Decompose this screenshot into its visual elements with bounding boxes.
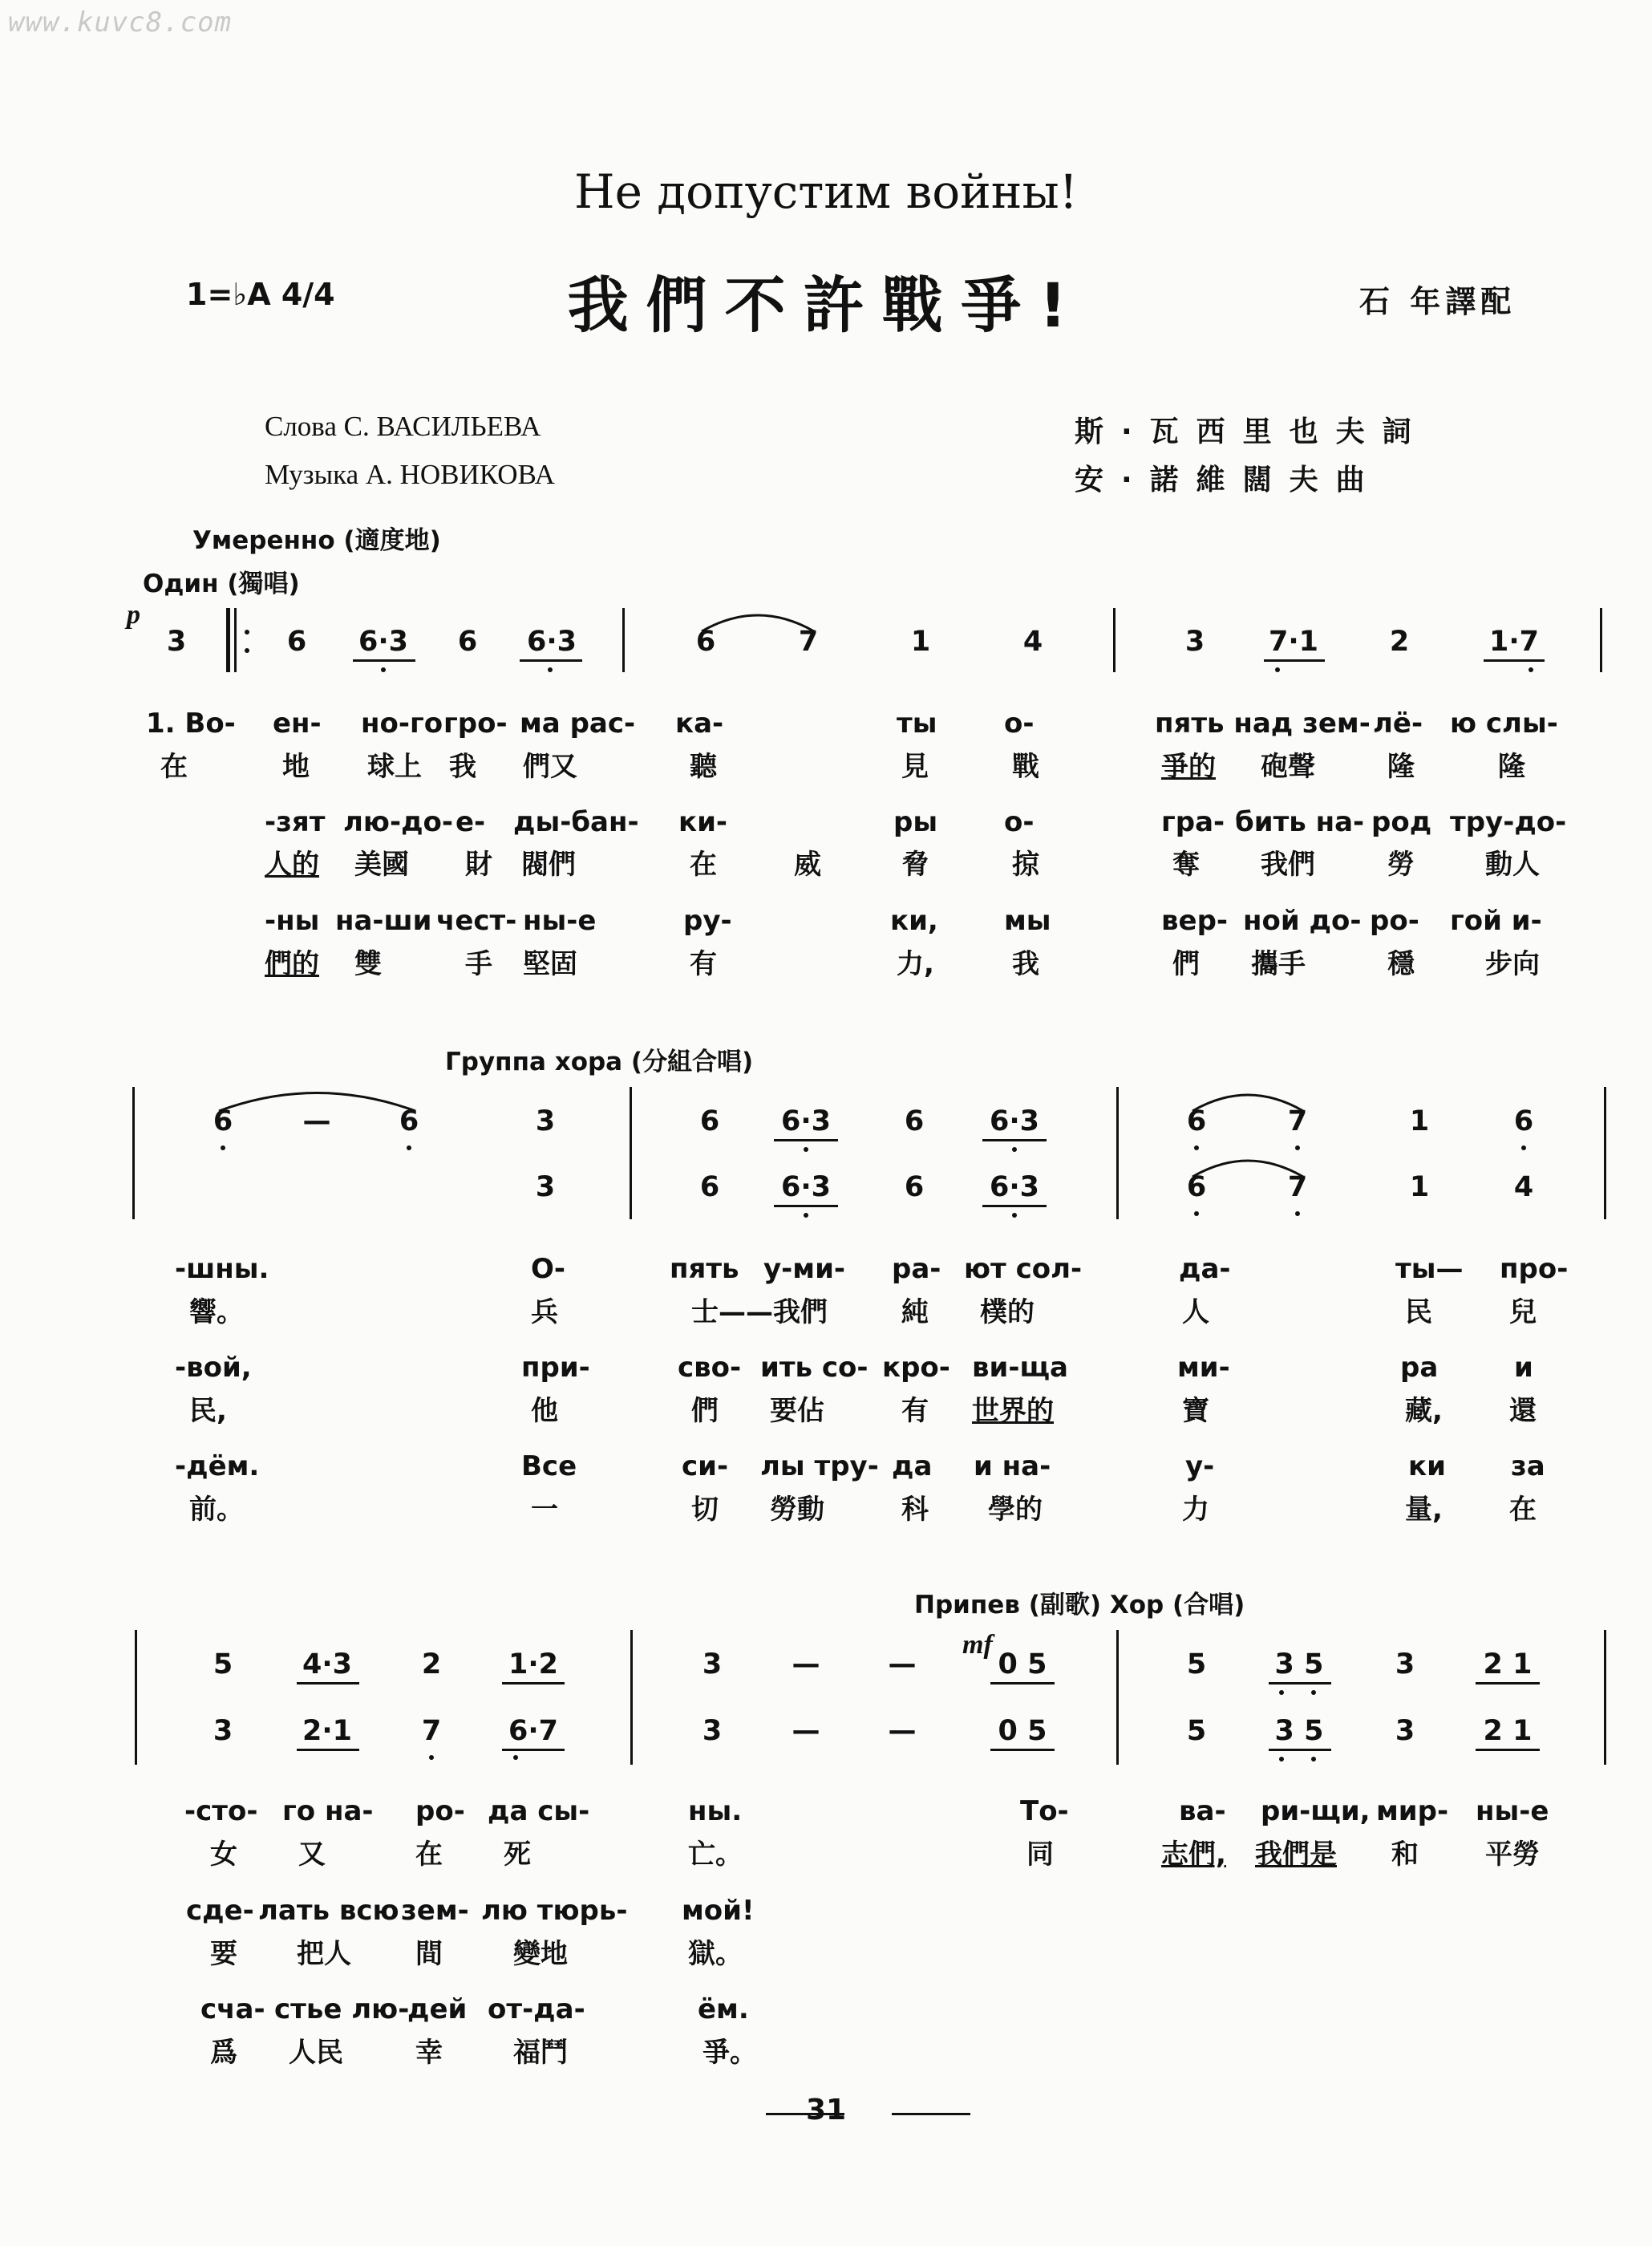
note: 1·2 <box>508 1648 559 1680</box>
underline <box>1484 659 1545 662</box>
note: 2 <box>1389 626 1410 658</box>
underline <box>774 1139 838 1141</box>
lyric: 他 <box>531 1395 558 1427</box>
lyric: 們的 <box>265 948 319 980</box>
lyric: ки <box>1408 1450 1446 1482</box>
note: 6 <box>286 626 307 658</box>
low-dot <box>1311 1757 1316 1762</box>
lyric: 平勞 <box>1485 1839 1540 1871</box>
tempo-marking: Умеренно (適度地) <box>192 526 441 555</box>
group-choir-marking: Группа хора (分組合唱) <box>445 1048 754 1076</box>
lyric: род <box>1371 806 1432 838</box>
lyric: 要佔 <box>770 1395 824 1427</box>
lyric: у-ми- <box>763 1253 845 1285</box>
lyric: гра- <box>1161 806 1225 838</box>
note: — <box>888 1648 917 1680</box>
lyric: ру- <box>683 905 732 937</box>
lyric: 民, <box>189 1395 227 1427</box>
underline <box>1264 659 1325 662</box>
note: 3 <box>535 1171 556 1203</box>
lyric: 變地 <box>513 1938 568 1970</box>
lyric: и на- <box>974 1450 1051 1482</box>
lyric: мой! <box>682 1895 755 1927</box>
translator-credit: 石 年譯配 <box>1359 284 1516 319</box>
note: 3 <box>1395 1715 1415 1747</box>
lyric: 一 <box>531 1494 558 1526</box>
note: 2 <box>421 1648 442 1680</box>
lyric: 幸 <box>415 2037 443 2069</box>
lyric: Все <box>521 1450 577 1482</box>
underline <box>1476 1682 1540 1684</box>
lyric: 又 <box>298 1839 326 1871</box>
lyric: 還 <box>1509 1395 1537 1427</box>
lyric: но-го <box>361 707 443 740</box>
lyric: 亡。 <box>688 1839 743 1871</box>
composer-ru: Музыка А. НОВИКОВА <box>265 459 555 490</box>
lyric: на-ши <box>335 905 432 937</box>
lyric: стье лю- <box>274 1993 410 2025</box>
low-dot <box>548 667 553 672</box>
note: 4 <box>1513 1171 1534 1203</box>
lyric: 手 <box>465 948 492 980</box>
lyric: 和 <box>1391 1839 1419 1871</box>
repeat-bar <box>234 608 237 672</box>
underline <box>1269 1682 1331 1684</box>
underline <box>502 1682 565 1684</box>
note: 4 <box>1022 626 1043 658</box>
note: 5 <box>1186 1648 1207 1680</box>
lyric: 財 <box>465 849 492 881</box>
lyric: ра- <box>892 1253 941 1285</box>
lyric: 威 <box>794 849 821 881</box>
lyric: ды-бан- <box>513 806 639 838</box>
lyric: -дём. <box>175 1450 260 1482</box>
low-dot <box>1279 1757 1284 1762</box>
lyric: при- <box>521 1352 590 1384</box>
note: 1 <box>1409 1105 1430 1137</box>
lyric: ро- <box>1370 905 1419 937</box>
underline <box>990 1682 1055 1684</box>
note: — <box>792 1648 820 1680</box>
bar-line <box>1113 608 1116 672</box>
lyric: ты <box>897 707 937 740</box>
lyric: лю тюрь- <box>481 1895 628 1927</box>
lyric: ю слы- <box>1450 707 1558 740</box>
note: 3 <box>1395 1648 1415 1680</box>
page-rule-right <box>892 2113 970 2115</box>
lyric: 脅 <box>901 849 929 881</box>
lyric: ри-щи, <box>1261 1795 1371 1827</box>
lyric: 同 <box>1026 1839 1054 1871</box>
lyric: 把人 <box>297 1938 351 1970</box>
low-dot <box>1529 667 1533 672</box>
bar-line <box>1116 1087 1119 1219</box>
note: 4·3 <box>302 1648 353 1680</box>
repeat-dot <box>245 648 249 653</box>
lyric: ны-е <box>1476 1795 1549 1827</box>
lyric: 有 <box>690 948 717 980</box>
title-chinese: 我們不許戰爭! <box>567 270 1085 341</box>
lyric: ны-е <box>523 905 597 937</box>
lyric: То- <box>1020 1795 1069 1827</box>
lyric: 在 <box>160 751 188 783</box>
lyric: у- <box>1185 1450 1215 1482</box>
lyric: сво- <box>678 1352 742 1384</box>
lyric: 間 <box>415 1938 443 1970</box>
lyric: 前。 <box>189 1494 244 1526</box>
lyric: 爲 <box>210 2037 237 2069</box>
lyric: 們又 <box>523 751 577 783</box>
low-dot <box>1295 1211 1300 1216</box>
lyric: гро- <box>443 707 508 740</box>
lyric: 藏, <box>1405 1395 1443 1427</box>
underline <box>990 1749 1055 1751</box>
note: 3 <box>535 1105 556 1137</box>
low-dot <box>1012 1147 1017 1152</box>
bar-line <box>630 1087 632 1219</box>
lyric: 兒 <box>1509 1296 1537 1328</box>
low-dot <box>407 1145 411 1150</box>
lyric: тру-до- <box>1450 806 1567 838</box>
note: 2 1 <box>1483 1715 1533 1747</box>
lyric: 地 <box>282 751 310 783</box>
underline <box>297 1682 359 1684</box>
bar-line <box>630 1630 633 1765</box>
note: 6 <box>904 1105 925 1137</box>
note: 6 <box>904 1171 925 1203</box>
lyric: ить со- <box>760 1352 869 1384</box>
lyric: 女 <box>210 1839 237 1871</box>
lyric: лю-до- <box>343 806 453 838</box>
lyric: 勞 <box>1387 849 1415 881</box>
lyric: го на- <box>282 1795 374 1827</box>
lyric: 見 <box>901 751 929 783</box>
lyric: ры <box>893 806 938 838</box>
low-dot <box>1275 667 1280 672</box>
note: 6·3 <box>989 1171 1040 1203</box>
lyric: 響。 <box>189 1296 244 1328</box>
lyric: ём. <box>698 1993 749 2025</box>
lyric: -ны <box>265 905 320 937</box>
low-dot <box>381 667 386 672</box>
note: 1 <box>910 626 931 658</box>
bar-line <box>622 608 625 672</box>
lyric: ки, <box>890 905 938 937</box>
low-dot <box>429 1755 434 1760</box>
lyric: си- <box>682 1450 729 1482</box>
note: 6·3 <box>780 1171 832 1203</box>
lyric: да- <box>1179 1253 1231 1285</box>
lyric: ми- <box>1177 1352 1230 1384</box>
lyric: гой и- <box>1450 905 1542 937</box>
lyric: пять над зем- <box>1155 707 1371 740</box>
underline <box>353 659 415 662</box>
lyric: О- <box>531 1253 566 1285</box>
lyric: е- <box>456 806 486 838</box>
note: 3 <box>166 626 187 658</box>
lyric: 在 <box>690 849 717 881</box>
lyric: ма рас- <box>520 707 636 740</box>
lyric: 志們, <box>1161 1839 1226 1871</box>
lyric: 隆 <box>1498 751 1525 783</box>
lyric: ен- <box>273 707 322 740</box>
note: 7 <box>1287 1105 1308 1137</box>
lyric: ка- <box>675 707 724 740</box>
low-dot <box>1194 1211 1199 1216</box>
note: — <box>888 1715 917 1747</box>
lyric: сде- <box>186 1895 254 1927</box>
lyric: 我們 <box>1261 849 1315 881</box>
repeat-dot <box>245 630 249 634</box>
lyric: 我 <box>449 751 476 783</box>
lyric: 純 <box>901 1296 929 1328</box>
note: 7 <box>798 626 819 658</box>
lyric: 樸的 <box>980 1296 1035 1328</box>
lyric: пять <box>670 1253 739 1285</box>
dynamic-piano: p <box>127 600 140 630</box>
lyric: 量, <box>1405 1494 1443 1526</box>
note: 0 5 <box>998 1715 1047 1747</box>
note: 6 <box>399 1105 419 1137</box>
lyric: лать всю <box>258 1895 399 1927</box>
underline <box>297 1749 359 1751</box>
low-dot <box>1279 1690 1284 1695</box>
lyric: 爭的 <box>1161 751 1216 783</box>
note: 6 <box>1186 1171 1207 1203</box>
bar-line <box>1116 1630 1119 1765</box>
lyric: 隆 <box>1387 751 1415 783</box>
tie <box>698 603 818 635</box>
lyric: -зят <box>265 806 326 838</box>
lyric: о- <box>1004 806 1035 838</box>
lyric: 們 <box>691 1395 719 1427</box>
lyric: кро- <box>882 1352 950 1384</box>
lyric: 攜手 <box>1251 948 1306 980</box>
low-dot <box>513 1755 518 1760</box>
lyric: ва- <box>1179 1795 1226 1827</box>
lyric: 學的 <box>988 1494 1043 1526</box>
lyric: -сто- <box>184 1795 258 1827</box>
composer-zh: 安·諾維闊夫曲 <box>1075 464 1383 497</box>
lyric: ной до- <box>1243 905 1362 937</box>
lyric: 人的 <box>265 849 319 881</box>
lyric: 要 <box>210 1938 237 1970</box>
note: 7 <box>1287 1171 1308 1203</box>
note: 1 <box>1409 1171 1430 1203</box>
lyric: 閥們 <box>521 849 576 881</box>
lyric: вер- <box>1161 905 1229 937</box>
lyric: 步向 <box>1485 948 1540 980</box>
lyric: 人 <box>1182 1296 1209 1328</box>
low-dot <box>804 1213 808 1218</box>
note: 3 5 <box>1274 1648 1324 1680</box>
note: 3 <box>702 1715 723 1747</box>
note: 7 <box>421 1715 442 1747</box>
lyric: 寶 <box>1182 1395 1209 1427</box>
note: 6 <box>457 626 478 658</box>
lyric: 福鬥 <box>513 2037 568 2069</box>
lyric: 我們是 <box>1255 1839 1337 1871</box>
lyric: 民 <box>1405 1296 1432 1328</box>
lyric: ро- <box>415 1795 465 1827</box>
lyric: 掠 <box>1012 849 1039 881</box>
note: 6·7 <box>508 1715 559 1747</box>
lyric: 在 <box>1509 1494 1537 1526</box>
lyric: о- <box>1004 707 1035 740</box>
lyric: 堅固 <box>523 948 577 980</box>
note: 1·7 <box>1488 626 1540 658</box>
note: 5 <box>1186 1715 1207 1747</box>
lyric: 雙 <box>354 948 382 980</box>
note: 5 <box>213 1648 233 1680</box>
lyric: и <box>1514 1352 1533 1384</box>
note: 6·3 <box>780 1105 832 1137</box>
lyric: лы тру- <box>760 1450 879 1482</box>
lyric: 科 <box>901 1494 929 1526</box>
lyric: чест- <box>436 905 517 937</box>
lyric: 穩 <box>1387 948 1415 980</box>
lyric: 獄。 <box>688 1938 743 1970</box>
lyric: 死 <box>504 1839 531 1871</box>
lyric: 們 <box>1172 948 1200 980</box>
lyric: за <box>1511 1450 1545 1482</box>
lyric: мы <box>1004 905 1051 937</box>
lyric: 力 <box>1182 1494 1209 1526</box>
lyric: -шны. <box>175 1253 269 1285</box>
note: 7·1 <box>1268 626 1319 658</box>
lyric: зем- <box>401 1895 469 1927</box>
dynamic-mezzo-forte: mf <box>962 1630 993 1660</box>
lyric: дей <box>407 1993 468 2025</box>
lyric: 動人 <box>1485 849 1540 881</box>
low-dot <box>1012 1213 1017 1218</box>
tie <box>215 1083 419 1115</box>
note: 2·1 <box>302 1715 353 1747</box>
lyric: -вой, <box>175 1352 252 1384</box>
underline <box>502 1749 565 1751</box>
note: 3 <box>1184 626 1205 658</box>
lyric: ют сол- <box>964 1253 1083 1285</box>
underline <box>982 1205 1047 1207</box>
lyricist-ru: Слова С. ВАСИЛЬЕВА <box>265 411 541 442</box>
bar-line <box>132 1087 135 1219</box>
lyric: да сы- <box>488 1795 590 1827</box>
lyric: 在 <box>415 1839 443 1871</box>
bar-line <box>135 1630 137 1765</box>
lyric: ны. <box>688 1795 743 1827</box>
lyric: от-да- <box>488 1993 585 2025</box>
repeat-bar <box>226 608 230 672</box>
lyric: 人民 <box>289 2037 343 2069</box>
page-number: 31 <box>805 2094 847 2126</box>
note: 6 <box>695 626 716 658</box>
lyric: 聽 <box>690 751 717 783</box>
bar-line <box>1600 608 1602 672</box>
note: 6 <box>1186 1105 1207 1137</box>
tie <box>1188 1083 1307 1115</box>
underline <box>774 1205 838 1207</box>
low-dot <box>1521 1145 1526 1150</box>
underline <box>1269 1749 1331 1751</box>
lyric: ки- <box>678 806 728 838</box>
lyric: 爭。 <box>703 2037 757 2069</box>
note: 6 <box>699 1171 720 1203</box>
note: 3 <box>213 1715 233 1747</box>
underline <box>520 659 582 662</box>
note: 3 <box>702 1648 723 1680</box>
lyricist-zh: 斯·瓦西里也夫詞 <box>1075 416 1429 448</box>
bar-line <box>1604 1630 1606 1765</box>
lyric: 有 <box>901 1395 929 1427</box>
note: 0 5 <box>998 1648 1047 1680</box>
note: 6·3 <box>358 626 409 658</box>
lyric: 砲聲 <box>1261 751 1315 783</box>
low-dot <box>804 1147 808 1152</box>
bar-line <box>1604 1087 1606 1219</box>
key-signature: 1=♭A 4/4 <box>186 277 335 312</box>
note: 6 <box>699 1105 720 1137</box>
lyric: 切 <box>691 1494 719 1526</box>
lyric: 我 <box>1012 948 1039 980</box>
solo-marking: Один (獨唱) <box>143 570 300 598</box>
low-dot <box>221 1145 225 1150</box>
note: 6 <box>1513 1105 1534 1137</box>
lyric: 勞動 <box>770 1494 824 1526</box>
underline <box>982 1139 1047 1141</box>
lyric: 1. Во- <box>146 707 236 740</box>
lyric: сча- <box>200 1993 265 2025</box>
note: 6·3 <box>989 1105 1040 1137</box>
lyric: ра <box>1400 1352 1439 1384</box>
lyric: лё- <box>1373 707 1423 740</box>
lyric: ты— <box>1395 1253 1464 1285</box>
lyric: мир- <box>1376 1795 1449 1827</box>
lyric: ви-ща <box>972 1352 1068 1384</box>
lyric: 士——我們 <box>691 1296 828 1328</box>
lyric: 球上 <box>367 751 422 783</box>
note: — <box>302 1105 331 1137</box>
lyric: 戰 <box>1012 751 1039 783</box>
title-russian: Не допустим войны! <box>574 164 1078 219</box>
note: 2 1 <box>1483 1648 1533 1680</box>
lyric: да <box>892 1450 933 1482</box>
note: 6·3 <box>526 626 577 658</box>
underline <box>1476 1749 1540 1751</box>
lyric: бить на- <box>1235 806 1365 838</box>
note: 6 <box>213 1105 233 1137</box>
lyric: 奪 <box>1172 849 1200 881</box>
watermark: www.kuvc8.com <box>8 6 233 39</box>
tie <box>1188 1149 1307 1181</box>
lyric: 世界的 <box>972 1395 1054 1427</box>
lyric: 兵 <box>531 1296 558 1328</box>
lyric: 美國 <box>354 849 409 881</box>
lyric: про- <box>1500 1253 1569 1285</box>
low-dot <box>1311 1690 1316 1695</box>
note: 3 5 <box>1274 1715 1324 1747</box>
note: — <box>792 1715 820 1747</box>
refrain-marking: Припев (副歌) Хор (合唱) <box>914 1591 1245 1620</box>
lyric: 力, <box>897 948 934 980</box>
